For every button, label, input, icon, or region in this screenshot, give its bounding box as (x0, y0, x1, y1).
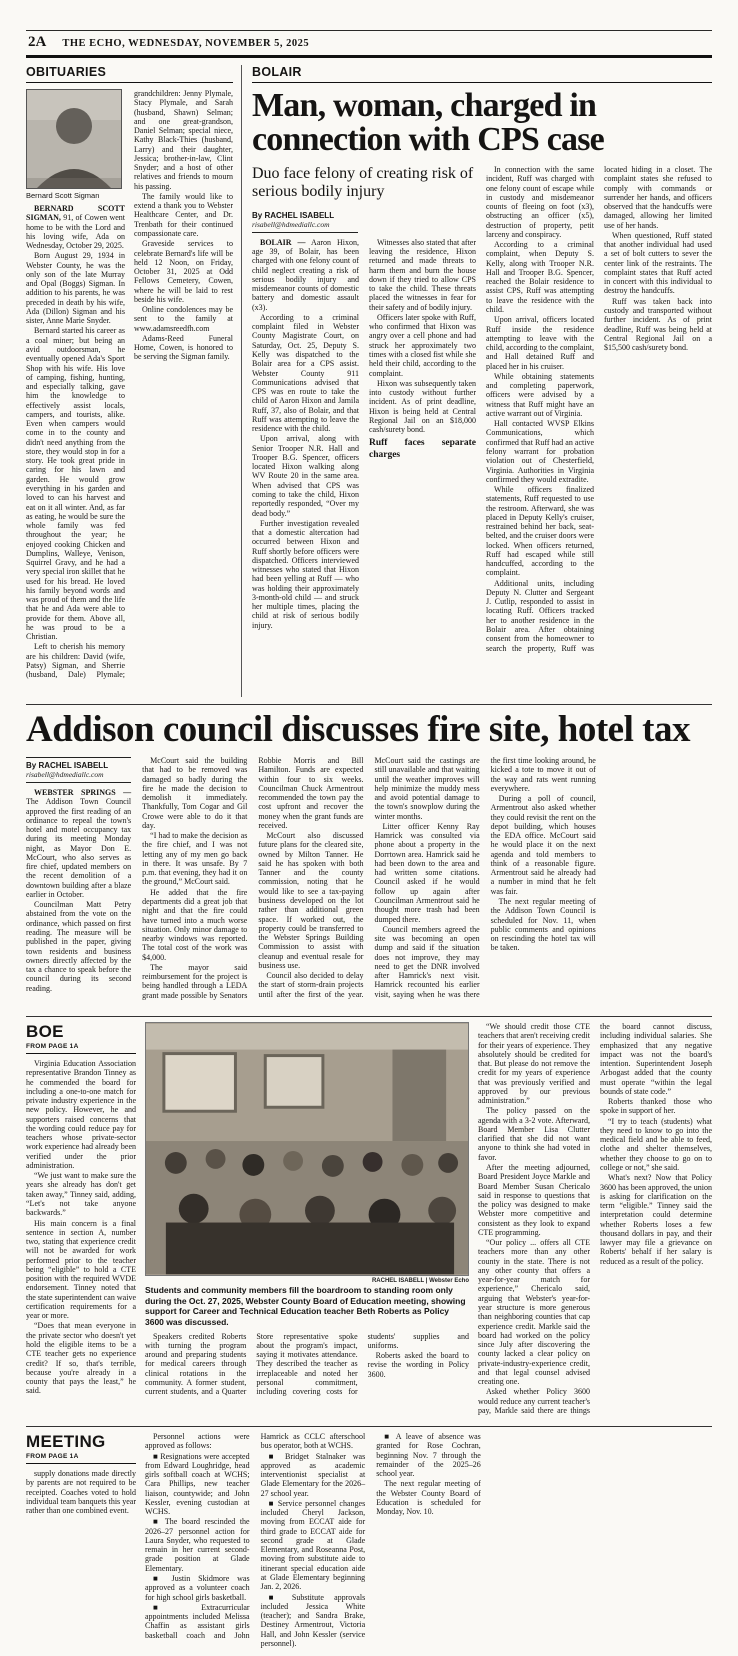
photo-credit: RACHEL ISABELL | Webster Echo (371, 1278, 469, 1284)
paragraph: ■ The board rescinded the 2026–27 personnel action for Laura Snyder, who requested to remain in her current second-grade position at Glade Elementary. (145, 1517, 250, 1573)
bolair-lead-text: Aaron Hixon, age 39, of Bolair, has been charged with one felony count of child neglect creating a risk of serious bodily injury and misdemeanor counts of domestic battery and domestic assault (x3). (252, 237, 359, 312)
paragraph: “I had to make the decision as the fire chief, and I was not letting any of my men go back in there. It was unsafe. By 7 p.m. that evening, they had it on the ground,” McCourt said. (142, 831, 248, 887)
boe-below-photo-paragraphs (145, 1332, 469, 1406)
addison-columns (26, 756, 712, 1008)
paragraph: In connection with the same incident, Ruff was charged with one felony count of escape while in custody and misdemeanor counts of fleeing on foot (x3), obstructing an officer (x5), destruction of property, petit larceny and conspiracy. (486, 165, 594, 239)
paragraph: ■ Justin Skidmore was approved as a volunteer coach for high school girls basketball. (145, 1573, 250, 1602)
paragraph: After the meeting adjourned, Board President Joyce Markle and Board Member Susan Chericalo said in response to questions that the policy was designed to make Webster more competitive and consistent as they look to expand CTE programming. (478, 1162, 590, 1237)
paragraph: Additional units, including Deputy N. Clutter and Sergeant J. Cutlip, responded to assist in locating Ruff. Officers tracked her to another residence in the Bolair area. After obtaining consent from the homeowner to search the property, Ruff was located hiding in a closet. The complaint states she refused to comply with commands or surrender her hands, and officers observed that the handcuffs were damaged, allowing her limited use of her hands. (486, 165, 712, 653)
paragraph: When questioned, Ruff stated that another individual had used a set of bolt cutters to sever the center link of the restraints. The complaint states that Ruff acted in concert with this individual to destroy the handcuffs. (604, 230, 712, 296)
meeting-from-page: FROM PAGE 1A (26, 1453, 79, 1460)
paragraph: ■ Substitute approvals included Jessica White (teacher); and Sandra Brake, Destiney Armentrout, Victoria Hall, and John Kessler (service personnel). (260, 1592, 366, 1648)
bolair-right-columns (486, 165, 712, 662)
paragraph: What's next? Now that Policy 3600 has been approved, the union is asking for clarification on the term “eligible.” Tinney said the interpretation could determine whether Roberts loses a few thousand dollars in pay, and their lawyer may file a grievance on Roberts' behalf if her salary is reduced as a result of the policy. (600, 1173, 712, 1266)
obituaries-label: OBITUARIES (26, 65, 233, 83)
boe-photo-block (145, 1022, 469, 1418)
boe-right-paragraphs (478, 1022, 712, 1418)
byline-email: risabell@hdmediallc.com (252, 219, 330, 229)
boe-label: BOE (26, 1022, 64, 1041)
bolair-deck: Duo face felony of creating risk of serious bodily injury (252, 165, 474, 200)
bolair-byline-block (252, 208, 358, 233)
obituary-name-lead: BERNARD SCOTT SIGMAN, (26, 204, 125, 223)
paragraph: “Our policy ... offers all CTE teachers more than any other county in the state. There is not any other county that offers a year-for-year match for experience,” Chericalo said, arguing that Webster's year-for-year structure is more generous than neighboring counties that cap experience credit. Markle said the board had worked on the policy since July after discovering the county lacked a clear policy on private-industry-experience credit, and that legal counsel advised creating one. (478, 1238, 590, 1387)
bolair-article (242, 65, 712, 697)
obituary-photo-caption: Bernard Scott Sigman (26, 191, 100, 200)
paragraph: Online condolences may be sent to the family at www.adamsreedfh.com (134, 305, 233, 333)
meeting-section (26, 1426, 712, 1654)
bolair-left-block (252, 165, 476, 662)
paragraph: Upon arrival, officers located Ruff inside the residence attempting to leave with the child, according to the complaint, and Hall detained Ruff and placed her in his cruiser. (486, 315, 594, 371)
paragraph: The family would like to extend a thank you to Webster Healthcare Center, and Dr. Trenbath for their continued compassionate care. (134, 191, 233, 238)
paragraph: Graveside services to celebrate Bernard's life will be held 12 Noon, on Friday, October 31, 2025 at Odd Fellows Cemetery, Cowen, where he will be laid to rest beside his wife. (134, 239, 233, 304)
obituary-lead-paragraph (26, 204, 125, 250)
dateline: WEBSTER SPRINGS — (34, 788, 132, 797)
paragraph: Upon arrival, along with Senior Trooper N.R. Hall and Trooper B.G. Spencer, officers located Hixon walking along WV Route 20 in the same area. When advised that CPS was coming to take the child, Hixon reportedly responded, “Over my dead body.” (252, 434, 359, 518)
boardroom-photo-illustration (146, 1023, 468, 1275)
boe-left-paragraphs (26, 1059, 136, 1411)
paragraph: His main concern is a final sentence in section A, number two, stating that experience credit will not be awarded for work performed prior to the teacher being “eligible” to hold a CTE position with the required WVDE endorsement. Tinney noted that the state superintendent can waive certification requirements for a year or more. (26, 1218, 136, 1321)
paragraph: ■ Resignations were accepted from Edward Loughridge, head girls softball coach at WCHS; Cara Phillips, new teacher liaison, countywide; and John Kessler, evening custodian at WCHS. (145, 1451, 250, 1517)
paragraph: Asked whether Policy 3600 would reduce any current teacher's pay, Markle said there are things the board cannot discuss, including individual salaries. She emphasized that any negative impact was not the board's intention. Superintendent Joseph Arbogast added that the county must operate “within the legal bounds of state code.” (478, 1022, 712, 1415)
paragraph: “Does that mean everyone in the private sector who doesn't yet hold the eligible items to be a CTE teacher gets no experience credit? If so, that's terrible, because you're already in a county that pays the least,” he said. (26, 1321, 136, 1396)
masthead-row (26, 30, 712, 58)
byline: By RACHEL ISABELL (26, 761, 109, 770)
paragraph: Further investigation revealed that a domestic altercation had occurred between Hixon and Ruff shortly before officers were dispatched. Officers interviewed witnesses who stated that Hixon had been yelling at Ruff — who was holding their approximately 3-month-old child — and struck her multiple times, placing the child at risk of serious bodily injury. (252, 518, 359, 630)
paragraph: Bernard started his career as a coal miner; but being an avid outdoorsman, he eventually opened Ada's Sport Shop with his wife. His love of camping, fishing, hunting, and especially talking, gave him the knowledge to effectively assist locals, campers, and tourists, alike. Even when campers would come in to the county and didn't need anything from the store, they would stop in for a story. He took great pride in caring for his lawn and garden. He would grow everything in his garden and loved to can his harvest and eat on it all winter. And, as far as eating, he would be sure the whole family was fed throughout the year; he enjoyed cooking Chicken and Dumplins, Walleye, Venison, Squirrel Gravy, and he had a very special iron skillet that he used for his bread. He loved his family beyond words and was proud of them and the life that he and Ada were able to provide for them. Above all, he was proud to be a Christian. (26, 326, 125, 642)
byline: By RACHEL ISABELL (252, 210, 335, 220)
paragraph: McCourt said the building that had to be removed was damaged so badly during the fire he made the decision to demolish it immediately. Thankfully, Tom Cogar and Gil Crowe were able to do it that day. (142, 756, 248, 830)
bolair-right-paragraphs (486, 165, 712, 662)
paragraph: The mayor said reimbursement for the project is being handled through a LEDA grant made possible by Senators Robbie Morris and Bill Hamilton. Funds are expected within four to six weeks. Councilman Chuck Armentrout recommended the town pay the cost upfront and recover the money when the grant funds are received. (142, 756, 364, 1000)
paragraph: The policy passed on the agenda with a 3-2 vote. Afterward, Board Member Lisa Clutter clarified that she did not want anyone to think she had voted in favor. (478, 1106, 590, 1162)
meeting-left-column (26, 1432, 136, 1654)
addison-lead-paragraph (26, 788, 131, 899)
bolair-headline: Man, woman, charged in connection with CPS case (252, 87, 604, 158)
photo-caption: Students and community members fill the boardroom to standing room only during the Oct. 27, 2025, Webster County Board of Education meeting, showing support for Career and Technical Education teacher Beth Roberts as Policy 3600 was discussed. (145, 1285, 466, 1327)
paragraph: While officers finalized statements, Ruff requested to use the restroom. Afterward, she was placed in Deputy Kelly's cruiser, restrained behind her back, seat-belted, and the cruiser doors were locked. When officers returned, Ruff had escaped while still handcuffed, according to the complaint. (486, 485, 594, 578)
meeting-label: MEETING (26, 1432, 106, 1451)
masthead: THE ECHO, WEDNESDAY, NOVEMBER 5, 2025 (62, 38, 310, 49)
addison-byline-block (26, 757, 131, 783)
bolair-left-columns (252, 238, 476, 640)
meeting-jump-head (26, 1432, 136, 1464)
addison-headline: Addison council discusses fire site, hotel tax (26, 709, 690, 750)
bolair-lead-paragraph (252, 238, 359, 312)
paragraph: supply donations made directly by parents are not required to be receipted. Coaches voted to hold individual team banquets this year rather than one combined event. (26, 1469, 136, 1516)
paragraph: The next regular meeting of the Addison Town Council is scheduled for Nov. 11, when public comments and opinions on rescinding the hotel tax will be taken. (490, 896, 596, 953)
paragraph: McCourt also discussed future plans for the cleared site, owned by Milton Tanner. He said he has spoken with both Tanner and the county commission, noting that he would like to see a tax-paying business developed on the lot rather than additional green space. If worked out, the property could be transferred to the Webster Springs Building Commission to assist with cleanup and eventual resale for business use. (258, 831, 364, 970)
paragraph: Officers later spoke with Ruff, who confirmed that Hixon was angry over a cell phone and had struck her approximately two times with a closed fist while she held their child, according to the complaint. (369, 312, 476, 378)
paragraph: “We just want to make sure the years she already has don't get taken away,” Tinney said, adding, “Let's not take anyone backwards.” (26, 1171, 136, 1218)
obituary-photo (26, 89, 122, 189)
addison-lead-text: The Addison Town Council approved the first reading of an ordinance to repeal the town's hotel and motel occupancy tax during its meeting Monday night, as Mayor Don E. McCourt, who also serves as fire chief, updated members on the recent demolition of a downtown building after a blaze earlier in October. (26, 797, 132, 899)
paragraph: Council also decided to delay the start of storm-drain projects until after the first of the year. McCourt said the castings are still unavailable and that waiting until the weather improves will help minimize the muddy mess and avoid potential damage to the town's snowplow during the winter months. (258, 756, 480, 999)
paragraph: He added that the fire departments did a great job that night and that the fire could have turned into a much worse situation. Only minor damage to nearby windows was reported. The total cost of the work was $4,000. (142, 887, 248, 962)
paragraph: “We should credit those CTE teachers that aren't receiving credit for their years of experience. They absolutely should be credited for that. But please do not remove the credit for my years of experience that was previously verified and approved by our previous administration.” (478, 1022, 590, 1106)
bolair-kicker: BOLAIR (252, 65, 712, 83)
obituaries-section (26, 65, 242, 697)
obituary-photo-figure (26, 89, 125, 200)
bolair-body (252, 165, 712, 662)
paragraph: Litter officer Kenny Ray Hamrick was consulted via phone about a property in the Dorrtown area. Hamrick said he had been down to the area and had written some citations. Council asked if he would follow up again after Councilman Armentrout said he thought more trash had been dumped there. (374, 821, 480, 924)
paragraph: Personnel actions were approved as follows: (145, 1432, 250, 1451)
paragraph: Virginia Education Association representative Brandon Tinney as he commended the board for including a one-to-one match for private industry experience in the new policy. However, he and supporters raised concerns that the wording could reduce pay for teachers whose private-sector work experience had already been verified under the prior administration. (26, 1059, 136, 1170)
paragraph: Left to cherish his memory are his children: David (wife, Patsy) Sigman, and Sherrie (husband, Dale) Plymale; grandchildren: Jenny Plymale, Stacy Plymale, and Sarah (husband, Shawn) Selman; and one great-grandson, Daniel Selman; special niece, Kathy Black-Thies (husband, Larry) and their daughter, Jessica; brother-in-law, Clint Snyder; and a host of other relatives and friends to mourn his passing. (26, 89, 233, 680)
paragraph: ■ Extracurricular appointments included Melissa Chaffin as assistant girls basketball coach and John Hamrick as CCLC afterschool bus operator, both at WCHS. (145, 1432, 366, 1640)
byline-email: risabell@hdmediallc.com (26, 770, 104, 779)
boe-section (26, 1016, 712, 1418)
dateline: BOLAIR — (260, 237, 306, 247)
boe-meeting-photo (145, 1022, 469, 1276)
paragraph: Councilman Matt Petry abstained from the vote on the ordinance, which passed on first reading. The measure will be published in the paper, giving town residents and business owners directly affected by the tax a chance to speak before the council during its second reading. (26, 900, 132, 993)
paragraph: Roberts thanked those who spoke in support of her. (600, 1097, 712, 1116)
boe-from-page: FROM PAGE 1A (26, 1043, 79, 1050)
paragraph: Born August 29, 1934 in Webster County, he was the only son of the late Murray and Opal (Boggs) Sigman. In addition to his parents, he was preceded in death by his wife, Ada (Dillon) Sigman and his sister, Anne Marie Snyder. (26, 251, 125, 326)
meeting-paragraphs (145, 1432, 712, 1650)
paragraph: Roberts asked the board to revise the wording in Policy 3600. (367, 1351, 469, 1379)
paragraph: Adams-Reed Funeral Home, Cowen, is honored to be serving the Sigman family. (134, 333, 233, 362)
boe-left-column (26, 1022, 136, 1418)
meeting-left-paragraphs (26, 1469, 136, 1629)
paragraph: During a poll of council, Armentrout also asked whether they could revisit the rent on the depot building, which houses the EDA office. McCourt said he would place it on the next agenda and told members to think of a reasonable figure. Armentrout said he already had a number in mind that he felt was fair. (490, 794, 596, 896)
paragraph: Witnesses also stated that after leaving the residence, Hixon returned and made threats to harm them and burn the house down if they tried to allow CPS to take the child. These threats placed the witnesses in fear for their safety and of bodily injury. (369, 237, 476, 312)
portrait-silhouette-icon (27, 90, 121, 188)
paragraph: ■ Bridget Stalnaker was approved as academic interventionist specialist at Glade Elementary for the 2026–27 school year. (260, 1451, 366, 1498)
paragraph: ■ Service personnel changes included Cheryl Jackson, moving from ECCAT aide for third grade to ECCAT aide for second grade at Glade Elementary, and Roseanna Post, moving from substitute aide to itinerant special education aide at Glade Elementary beginning Jan. 2, 2026. (260, 1498, 366, 1592)
paragraph: Speakers credited Roberts with turning the program around and preparing students for medical careers through clinical rotations in the community. A former student, current students, and a Quarter Store representative spoke about the program's impact, saying it motivates attendance. They described the teacher as irreplaceable and noted her personal commitment, including covering costs for students' supplies and uniforms. (145, 1331, 469, 1397)
addison-article (26, 704, 712, 1008)
paragraph: “I try to teach (students) what they need to know to go into the medical field and be able to feed, clothe and shelter themselves, whether they choose to go on to college or not,” she said. (600, 1116, 712, 1172)
paragraph: Council members agreed the site was becoming an open dump and said if the situation does not improve, they may need to get the DNR involved after Hamrick's next visit. Hamrick recounted his earlier visit, saying when he was there the first time looking around, he kicked a tote to move it out of the way and rats went running everywhere. (374, 756, 596, 999)
paragraph: While obtaining statements and completing paperwork, officers were advised by a witness that Ruff might have an active warrant out of Virginia. (486, 371, 594, 418)
obituary-article (26, 89, 233, 687)
top-row (26, 65, 712, 697)
paragraph: ■ A leave of absence was granted for Rose Cochran, beginning Nov. 7 through the remainder of the 2025–26 school year. (376, 1432, 481, 1479)
boe-jump-head (26, 1022, 136, 1054)
page-header (26, 30, 712, 58)
paragraph: The next regular meeting of the Webster County Board of Education is scheduled for Monday, Nov. 10. (376, 1479, 481, 1517)
paragraph: Ruff was taken back into custody and transported without further incident. As of print deadline, Ruff was being held at Central Regional Jail on a $15,500 cash/surety bond. (604, 296, 712, 353)
paragraph: Hixon was subsequently taken into custody without further incident. As of print deadline, Hixon is being held at Central Regional Jail on an $18,000 cash/surety bond. (369, 378, 476, 435)
paragraph: According to a criminal complaint, when Deputy S. Kelly, along with Trooper N.R. Hall and Trooper B.G. Spencer, reached the Bolair residence to assist CPS, Ruff was attempting to leave the residence with the child. (486, 240, 594, 314)
bolair-crosshead: Ruff faces separate charges (369, 438, 476, 460)
paragraph: According to a criminal complaint filed in Webster County Magistrate Court, on Saturday, Oct. 25, Deputy S. Kelly was dispatched to the Bolair area for a CPS assist. Webster County 911 Communications advised that CPS was en route to take the child of Aaron Hixon and Jamila Ruff, 37, also of Bolair, and that Ruff was attempting to leave the residence with the child. (252, 312, 359, 434)
paragraph: Hall contacted WVSP Elkins Communications, which confirmed that Ruff had an active felony warrant for probation violation out of Chesterfield, Virginia. Authorities in Virginia confirmed they would extradite. (486, 419, 594, 484)
obituary-lead-text: 91, of Cowen went home to be with the Lord and his loving wife, Ada on Wednesday, October 29, 2025. (26, 213, 125, 251)
page-number: 2A (28, 34, 47, 50)
